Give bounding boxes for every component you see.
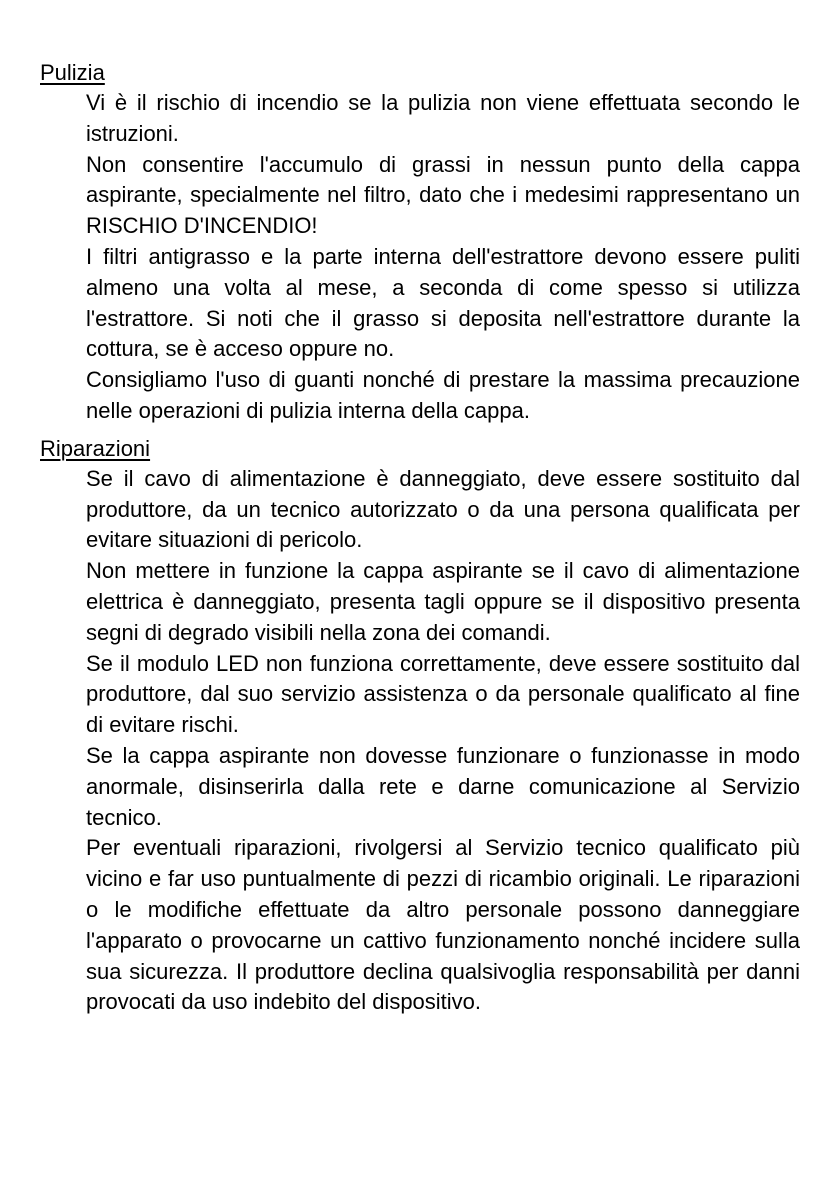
paragraph: Se il modulo LED non funziona correttamente, deve essere sostituito dal produttore, dal suo servizio assistenza o da personale qualificato al fine di evitare rischi. [86,650,800,738]
paragraph: Vi è il rischio di incendio se la pulizia non viene effettuata secondo le istruzioni. [86,90,800,146]
section-heading-pulizia: Pulizia [40,60,105,85]
section-heading-riparazioni: Riparazioni [40,435,151,461]
paragraph: Consigliamo l'uso di guanti nonché di prestare la massima precauzione nelle operazioni di pulizia interna della cappa. [86,367,800,423]
paragraph: I filtri antigrasso e la parte interna dell'estrattore devono essere puliti almeno una volta al mese, a seconda di come spesso si utilizza l'estrattore. Si noti che il grasso si deposita nell'estrattore durante la cottura, se è acceso oppure no. [86,243,800,362]
document-page [40,58,800,1025]
paragraph: Se la cappa aspirante non dovesse funzionare o funzionasse in modo anormale, disinserirla dalla rete e darne comunicazione al Servizio tecnico. [86,742,800,830]
paragraph: Se il cavo di alimentazione è danneggiato, deve essere sostituito dal produttore, da un tecnico autorizzato o da una persona qualificata per evitare situazioni di pericolo. [86,465,800,553]
paragraph: Per eventuali riparazioni, rivolgersi al Servizio tecnico qualificato più vicino e far uso puntualmente di pezzi di ricambio originali. Le riparazioni o le modifiche effettuate da altro personale possono danneggiare l'apparato o provocarne un cattivo funzionamento nonché incidere sulla sua sicurezza. Il produttore declina qualsivoglia responsabilità per danni provocati da uso indebito del dispositivo. [86,835,800,1015]
paragraph: Non consentire l'accumulo di grassi in nessun punto della cappa aspirante, specialmente nel filtro, dato che i medesimi rappresentano un RISCHIO D'INCENDIO! [86,151,800,239]
section-pulizia [40,58,800,427]
section-riparazioni [40,434,800,1018]
paragraph: Non mettere in funzione la cappa aspirante se il cavo di alimentazione elettrica è danneggiato, presenta tagli oppure se il dispositivo presenta segni di degrado visibili nella zona dei comandi. [86,558,800,645]
